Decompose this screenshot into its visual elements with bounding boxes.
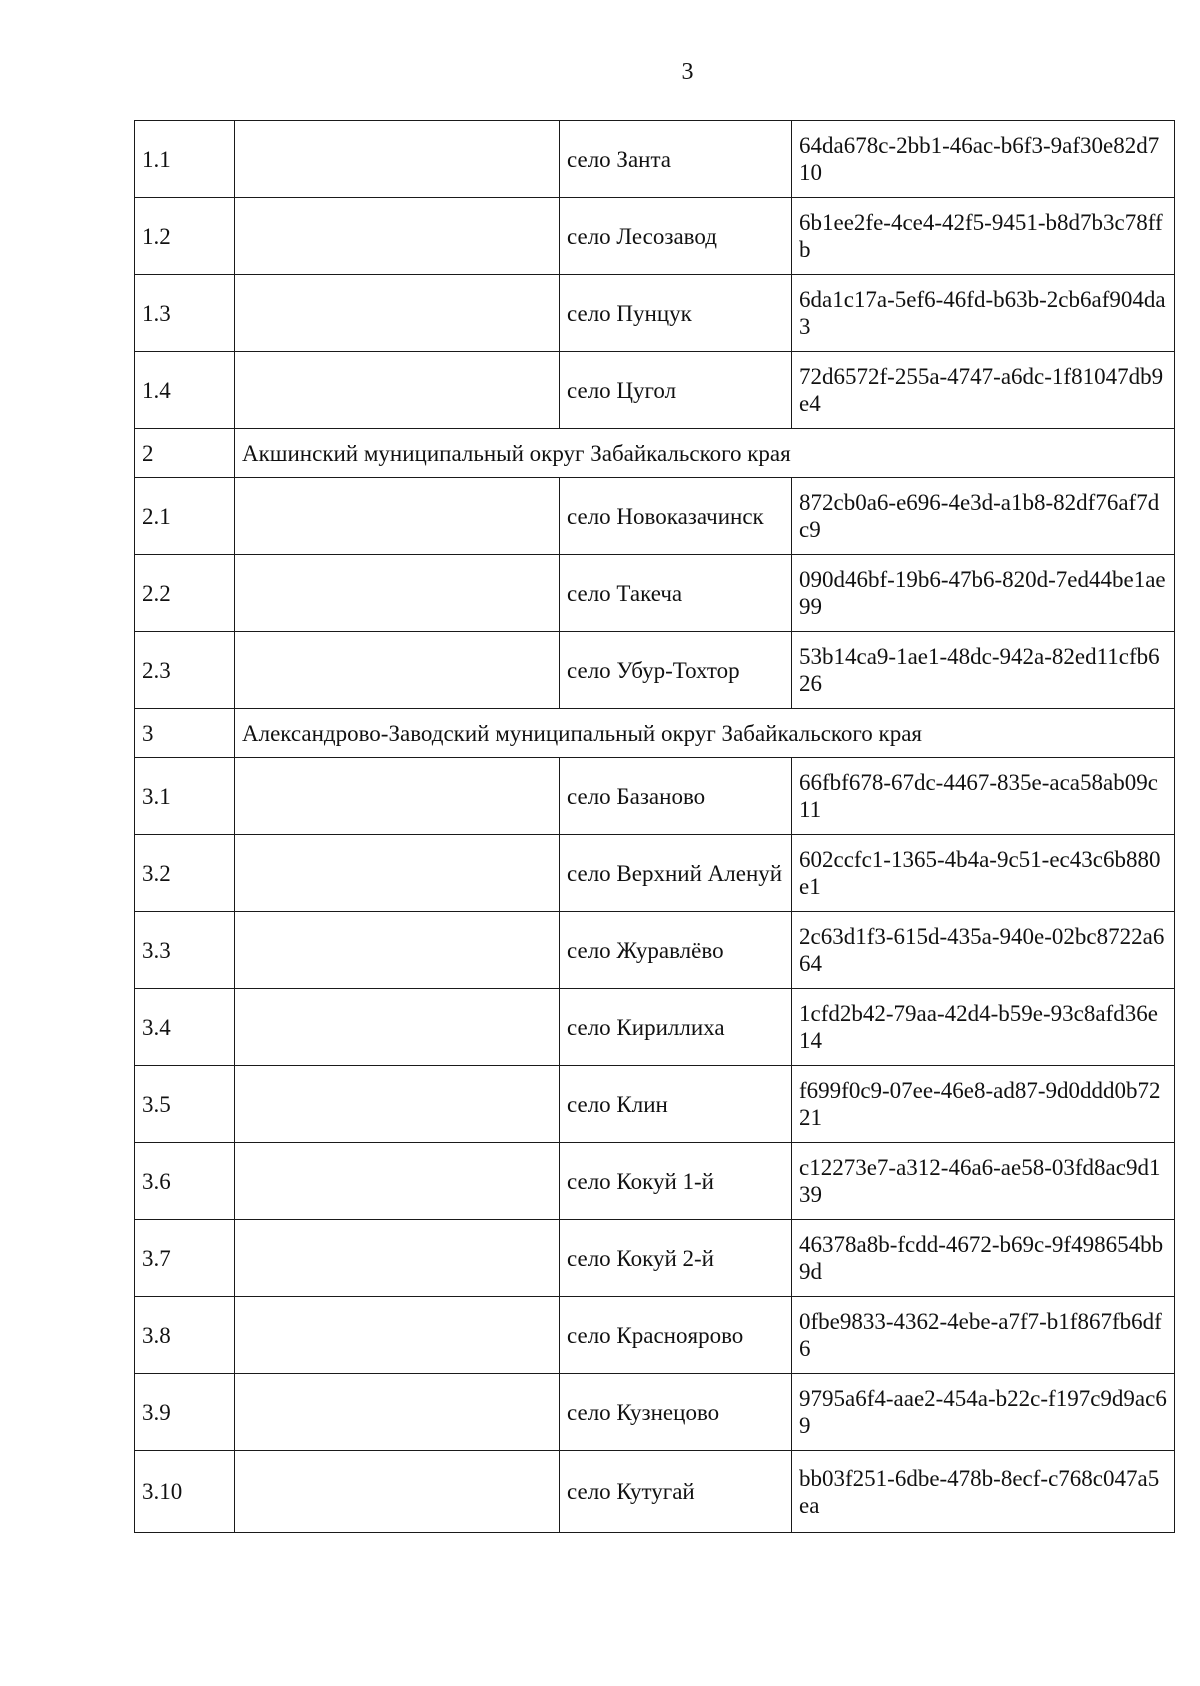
settlement-guid: bb03f251-6dbe-478b-8ecf-c768c047a5ea: [792, 1451, 1175, 1533]
row-number: 3.1: [135, 758, 235, 835]
row-number: 2.1: [135, 478, 235, 555]
settlement-row: [135, 352, 1175, 429]
settlement-guid: f699f0c9-07ee-46e8-ad87-9d0ddd0b7221: [792, 1066, 1175, 1143]
settlement-row: [135, 1066, 1175, 1143]
municipality-title: Александрово-Заводский муниципальный округ Забайкальского края: [235, 709, 1175, 758]
group-row: [135, 429, 1175, 478]
settlement-row: [135, 912, 1175, 989]
settlement-row: [135, 198, 1175, 275]
settlement-name: село Кокуй 1-й: [560, 1143, 792, 1220]
settlement-row: [135, 555, 1175, 632]
settlement-guid: 64da678c-2bb1-46ac-b6f3-9af30e82d710: [792, 121, 1175, 198]
table-body: [135, 121, 1175, 1533]
settlement-name: село Кутугай: [560, 1451, 792, 1533]
settlement-guid: 872cb0a6-e696-4e3d-a1b8-82df76af7dc9: [792, 478, 1175, 555]
row-number: 2.3: [135, 632, 235, 709]
row-number: 3.2: [135, 835, 235, 912]
empty-cell: [235, 555, 560, 632]
settlement-guid: 66fbf678-67dc-4467-835e-aca58ab09c11: [792, 758, 1175, 835]
settlement-guid: 6da1c17a-5ef6-46fd-b63b-2cb6af904da3: [792, 275, 1175, 352]
empty-cell: [235, 632, 560, 709]
settlement-row: [135, 758, 1175, 835]
row-number: 1.3: [135, 275, 235, 352]
settlement-name: село Кокуй 2-й: [560, 1220, 792, 1297]
row-number: 1.4: [135, 352, 235, 429]
empty-cell: [235, 989, 560, 1066]
row-number: 3.4: [135, 989, 235, 1066]
page-number: 3: [681, 59, 694, 85]
empty-cell: [235, 835, 560, 912]
settlement-name: село Убур-Тохтор: [560, 632, 792, 709]
empty-cell: [235, 352, 560, 429]
settlement-name: село Занта: [560, 121, 792, 198]
row-number: 3.9: [135, 1374, 235, 1451]
settlement-guid: 602ccfc1-1365-4b4a-9c51-ec43c6b880e1: [792, 835, 1175, 912]
settlement-row: [135, 1297, 1175, 1374]
settlement-name: село Такеча: [560, 555, 792, 632]
settlement-guid: 9795a6f4-aae2-454a-b22c-f197c9d9ac69: [792, 1374, 1175, 1451]
settlement-row: [135, 478, 1175, 555]
settlement-name: село Цугол: [560, 352, 792, 429]
row-number: 3.7: [135, 1220, 235, 1297]
row-number: 2.2: [135, 555, 235, 632]
settlement-name: село Кириллиха: [560, 989, 792, 1066]
row-number: 3.10: [135, 1451, 235, 1533]
settlement-row: [135, 121, 1175, 198]
empty-cell: [235, 912, 560, 989]
settlement-name: село Краснoярово: [560, 1297, 792, 1374]
settlement-guid: 72d6572f-255a-4747-a6dc-1f81047db9e4: [792, 352, 1175, 429]
municipality-title: Акшинский муниципальный округ Забайкальского края: [235, 429, 1175, 478]
settlement-row: [135, 1451, 1175, 1533]
settlement-name: село Кузнецово: [560, 1374, 792, 1451]
settlement-name: село Базаново: [560, 758, 792, 835]
settlement-guid: 53b14ca9-1ae1-48dc-942a-82ed11cfb626: [792, 632, 1175, 709]
settlement-row: [135, 1143, 1175, 1220]
settlement-guid: 6b1ee2fe-4ce4-42f5-9451-b8d7b3c78ffb: [792, 198, 1175, 275]
empty-cell: [235, 1451, 560, 1533]
settlement-name: село Лесозавод: [560, 198, 792, 275]
settlement-guid: 1cfd2b42-79aa-42d4-b59e-93c8afd36e14: [792, 989, 1175, 1066]
settlement-guid: 46378a8b-fcdd-4672-b69c-9f498654bb9d: [792, 1220, 1175, 1297]
settlement-name: село Клин: [560, 1066, 792, 1143]
empty-cell: [235, 1374, 560, 1451]
row-number: 3.3: [135, 912, 235, 989]
settlement-row: [135, 989, 1175, 1066]
row-number: 3: [135, 709, 235, 758]
group-row: [135, 709, 1175, 758]
empty-cell: [235, 1220, 560, 1297]
empty-cell: [235, 121, 560, 198]
row-number: 3.6: [135, 1143, 235, 1220]
settlement-row: [135, 275, 1175, 352]
empty-cell: [235, 758, 560, 835]
row-number: 3.5: [135, 1066, 235, 1143]
settlement-row: [135, 632, 1175, 709]
settlement-guid: 2c63d1f3-615d-435a-940e-02bc8722a664: [792, 912, 1175, 989]
settlement-name: село Верхний Аленуй: [560, 835, 792, 912]
empty-cell: [235, 275, 560, 352]
empty-cell: [235, 1143, 560, 1220]
settlement-row: [135, 1374, 1175, 1451]
row-number: 1.1: [135, 121, 235, 198]
settlement-name: село Новоказачинск: [560, 478, 792, 555]
empty-cell: [235, 198, 560, 275]
settlement-table: [134, 120, 1175, 1533]
empty-cell: [235, 478, 560, 555]
row-number: 2: [135, 429, 235, 478]
settlement-name: село Пунцук: [560, 275, 792, 352]
row-number: 3.8: [135, 1297, 235, 1374]
settlement-guid: 090d46bf-19b6-47b6-820d-7ed44be1ae99: [792, 555, 1175, 632]
settlement-name: село Журавлёво: [560, 912, 792, 989]
settlement-guid: 0fbe9833-4362-4ebe-a7f7-b1f867fb6df6: [792, 1297, 1175, 1374]
row-number: 1.2: [135, 198, 235, 275]
empty-cell: [235, 1066, 560, 1143]
settlement-row: [135, 1220, 1175, 1297]
settlement-guid: c12273e7-a312-46a6-ae58-03fd8ac9d139: [792, 1143, 1175, 1220]
settlement-row: [135, 835, 1175, 912]
empty-cell: [235, 1297, 560, 1374]
